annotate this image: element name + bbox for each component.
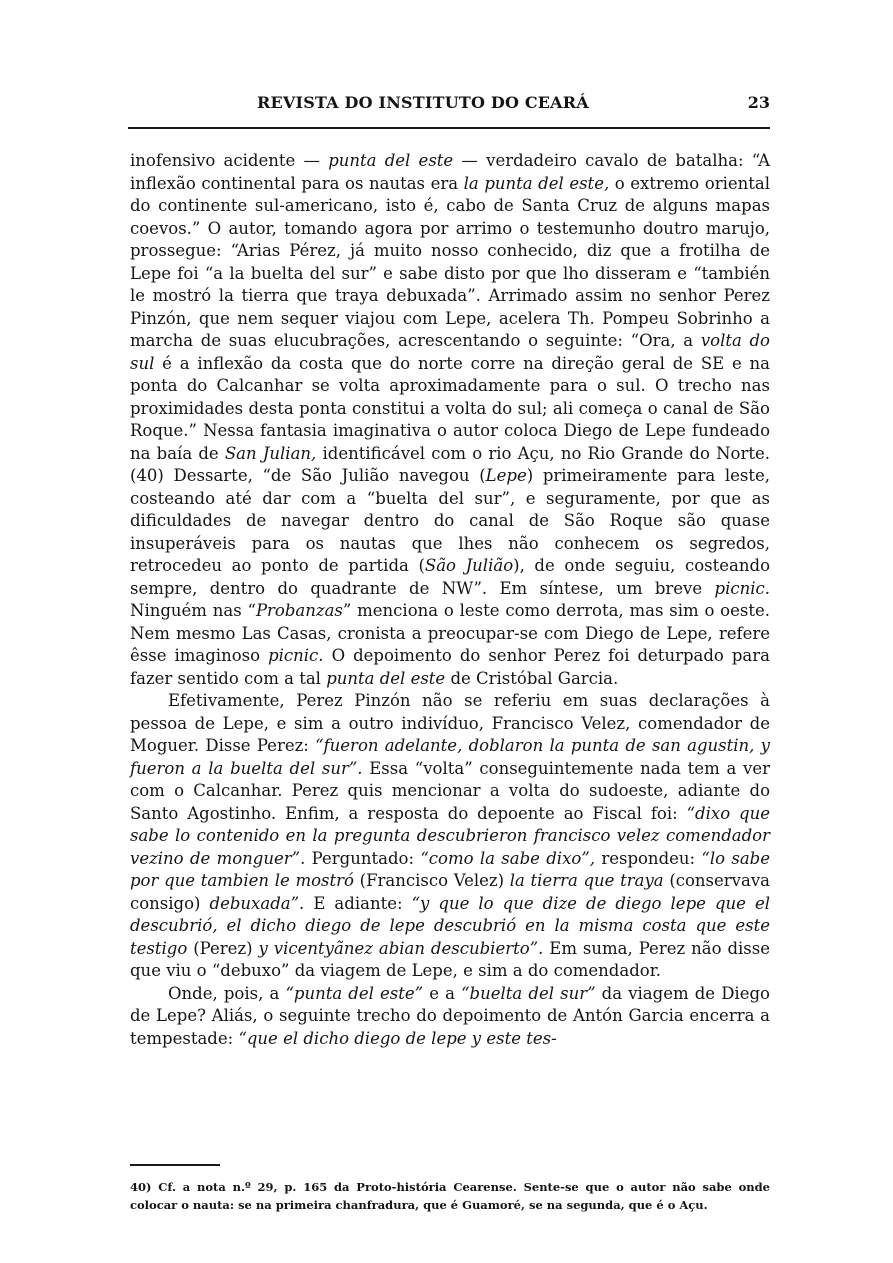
italic-run: “y que lo que dize de diego lepe que el descubrió, el dicho diego de lepe descubrió en la misma costa que este testigo — [130, 893, 770, 958]
text-run: O depoimento do senhor Perez foi deturpado para fazer sentido com a tal — [130, 646, 770, 688]
text-run: de Cristóbal Garcia. — [445, 668, 619, 688]
text-run: identificável com o rio Açu, no Rio Grande do Norte. (40) Dessarte, “de São Julião navegou ( — [130, 443, 770, 485]
running-header — [130, 93, 770, 119]
text-run: Perguntado: — [305, 848, 421, 868]
italic-run: punta del este — [326, 668, 446, 688]
paragraph — [130, 690, 770, 983]
italic-run: “buelta del sur” — [461, 983, 596, 1003]
text-run: e a — [423, 983, 462, 1003]
italic-run: “punta del este” — [285, 983, 424, 1003]
paragraph — [130, 983, 770, 1051]
text-run: ), de onde seguiu, costeando sempre, dentro do quadrante de NW”. Em síntese, um breve — [130, 556, 771, 598]
text-run: E adiante: — [304, 893, 412, 913]
text-run: (Perez) — [187, 938, 259, 958]
text-run: (Francisco Velez) — [353, 871, 510, 890]
text-run: Essa “volta” conseguintemente nada tem a ver com o Calcanhar. Perez quis mencionar a volta do sudoeste, adiante do Santo Agostinho. Enfim, a resposta do depoente ao Fiscal foi: — [130, 758, 770, 823]
text-run: Onde, pois, a — [168, 983, 286, 1003]
text-run: ” menciona o leste como derrota, mas sim o oeste. Nem mesmo Las Casas, cronista a preocupar-se com Diego de Lepe, refere êsse imaginoso — [130, 601, 770, 665]
italic-run: “como la sabe dixo”, — [420, 848, 595, 868]
journal-title: REVISTA DO INSTITUTO DO CEARÁ — [257, 93, 589, 112]
text-run: Ninguém nas “ — [130, 601, 256, 620]
italic-run: São Julião — [424, 556, 514, 575]
text-run: respondeu: — [595, 848, 702, 868]
italic-run: “que el dicho diego de lepe y este tes- — [238, 1028, 557, 1048]
italic-run: “fueron adelante, doblaron la punta de san agustin, y fueron a la buelta del sur”. — [130, 736, 770, 778]
italic-run: picnic. — [268, 646, 324, 665]
text-run: inofensivo acidente — — [130, 151, 329, 170]
italic-run: punta del este — [328, 151, 454, 170]
text-run: é a inflexão da costa que do norte corre na direção geral de SE e na ponta do Calcanhar se volta aproximadamente para o sul. O trecho nas proximidades desta ponta constitui a volta do sul; ali começa o canal de São Roque.” Nessa fantasia imaginativa o autor coloca Diego de Lepe fundeado na baía de — [130, 353, 770, 463]
footnote: 40) Cf. a nota n.º 29, p. 165 da Proto-história Cearense. Sente-se que o autor não sabe onde colocar o nauta: se na primeira chanfradura, que é Guamoré, se na segunda, que é o Açu. — [130, 1180, 770, 1212]
page-number: 23 — [747, 93, 770, 112]
italic-run: San Julian, — [224, 443, 317, 463]
text-run: Efetivamente, Perez Pinzón não se referiu em suas declarações à pessoa de Lepe, e sim a outro indivíduo, Francisco Velez, comendador de Moguer. Disse Perez: — [130, 691, 770, 755]
text-run: ) primeiramente para leste, costeando até dar com a “buelta del sur”, e seguramente, por que as dificuldades de navegar dentro do canal de São Roque são quase insuperáveis para os nautas que lhes não conhecem os segredos, retrocedeu ao ponto de partida ( — [130, 466, 770, 575]
italic-run: volta do sul — [130, 331, 770, 373]
italic-run: “dixo que sabe lo contenido en la pregunta descubrieron francisco velez comendador vezino de monguer”. — [130, 803, 771, 868]
italic-run: Lepe — [485, 466, 527, 485]
header-rule — [128, 127, 770, 129]
text-run: Em suma, Perez não disse que viu o “debuxo” da viagem de Lepe, e sim a do comendador. — [130, 938, 770, 980]
footnote-rule — [130, 1164, 220, 1166]
text-run: — verdadeiro cavalo de batalha: “A inflexão continental para os nautas era — [130, 151, 770, 193]
text-run: o extremo oriental do continente sul-americano, isto é, cabo de Santa Cruz de alguns mapas coevos.” O autor, tomando agora por arrimo o testemunho doutro marujo, prossegue: “Arias Pérez, já muito nosso conhecido, diz que a frotilha de Lepe foi “a la buelta del sur” e sabe disto por que lho disseram e “también le mostró la tierra que traya debuxada”. Arrimado assim no senhor Perez Pinzón, que nem sequer viajou com Lepe, acelera Th. Pompeu Sobrinho a marcha de suas elucubrações, acrescentando o seguinte: “Ora, a — [130, 173, 770, 350]
italic-run: la punta del este, — [463, 173, 610, 193]
italic-run: y vicentyãnez abian descubierto”. — [258, 938, 544, 958]
text-run: da viagem de Diego de Lepe? Aliás, o seguinte trecho do depoimento de Antón Garcia encerra a tempestade: — [130, 983, 770, 1048]
italic-run: la tierra que traya — [509, 871, 664, 890]
italic-run: debuxada”. — [209, 893, 305, 913]
italic-run: “lo sabe por que tambien le mostró — [130, 848, 771, 890]
paragraph — [130, 150, 770, 690]
text-run: (conservava consigo) — [130, 871, 770, 913]
body-text — [130, 150, 770, 1050]
italic-run: Probanzas — [255, 601, 343, 620]
italic-run: picnic. — [714, 578, 770, 598]
